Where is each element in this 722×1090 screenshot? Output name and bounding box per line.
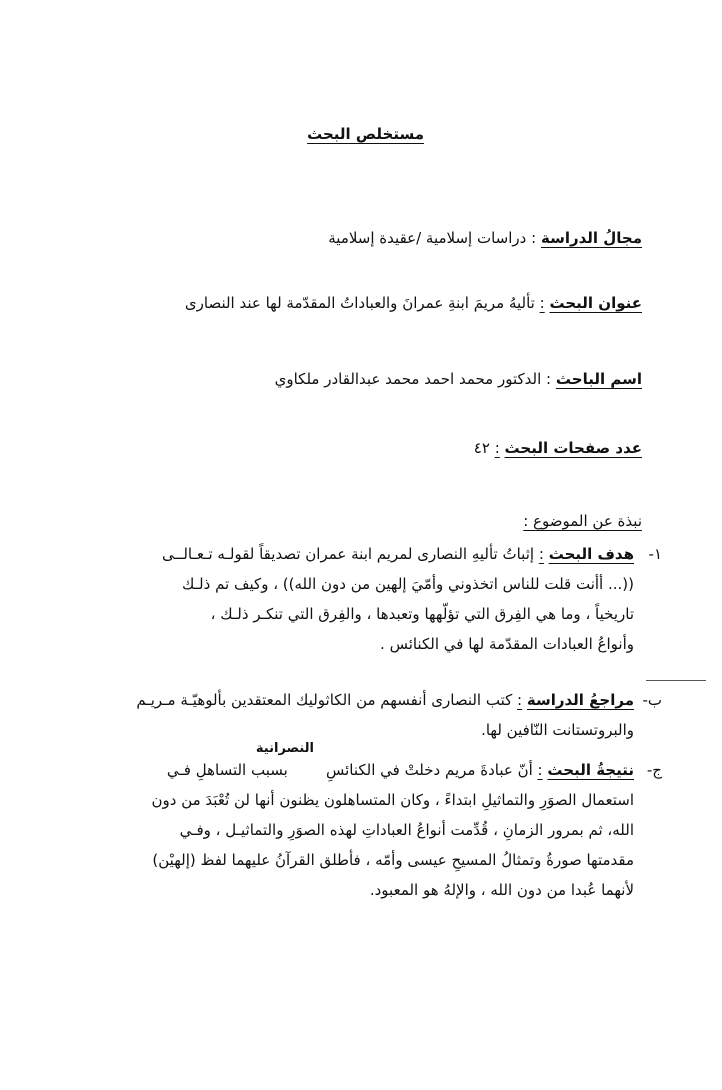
- research-title-row: [185, 293, 642, 313]
- item-1-line-4: وأنواعُ العبادات المقدّمة لها في الكنائس .: [380, 635, 634, 653]
- item-1-line-1: [82, 539, 634, 569]
- item-1-label: هدف البحث: [548, 545, 634, 563]
- item-2-line-2: والبروتستانت النّافين لها.: [481, 721, 634, 739]
- item-3-handwritten-insertion: النصرانية: [255, 741, 314, 756]
- field-separator: :: [531, 229, 537, 247]
- item-3-separator: :: [537, 761, 543, 779]
- item-2-margin-line: [646, 680, 706, 681]
- item-2-marker: ب-: [642, 691, 662, 709]
- pages-label: عدد صفحات البحث: [504, 439, 642, 457]
- field-label: مجالُ الدراسة: [540, 229, 642, 247]
- field-value: دراسات إسلامية /عقيدة إسلامية: [328, 229, 527, 247]
- item-1-text-1: إثباتُ تأليهِ النصارى لمريم ابنة عمران تصديقاً لقولـه تـعـالــى: [162, 545, 535, 563]
- about-heading: نبذة عن الموضوع :: [523, 512, 642, 530]
- research-title-value: تأليهُ مريمَ ابنةِ عمرانَ والعباداتُ المقدّمة لها عند النصارى: [184, 294, 535, 312]
- pages-separator: :: [494, 439, 500, 457]
- researcher-value: الدكتور محمد احمد محمد عبدالقادر ملكاوي: [274, 370, 542, 388]
- pages-row: [474, 438, 642, 458]
- item-3-line-1: [82, 755, 634, 785]
- researcher-label: اسم الباحث: [555, 370, 642, 388]
- item-3-paragraph: [82, 755, 634, 905]
- item-1-line-2: ((... أأنت قلت للناس اتخذوني وأمّيَ إلهين من دون الله)) ، وكيف تم ذلـك: [182, 575, 634, 593]
- item-3-marker: ج-: [646, 761, 662, 779]
- field-row: [328, 228, 642, 248]
- item-1-paragraph: [82, 539, 634, 659]
- item-3-label: نتيجةُ البحث: [547, 761, 634, 779]
- item-2-label: مراجعُ الدراسة: [526, 691, 634, 709]
- item-2-line-1: [82, 685, 634, 715]
- researcher-row: [275, 369, 642, 389]
- item-1-line-3: تاريخياً ، وما هي الفِرق التي تؤلّهها وتعبدها ، والفِرق التي تنكـر ذلـك ،: [210, 605, 634, 623]
- research-title-label: عنوان البحث: [549, 294, 642, 312]
- item-2-separator: :: [517, 691, 523, 709]
- page-title: مستخلص البحث: [307, 125, 424, 143]
- item-3-line-4: مقدمتها صورةُ وتمثالُ المسيحِ عيسى وأمّه ، فأطلق القرآنُ عليهما لفظ (إلهيْن): [152, 851, 634, 869]
- researcher-separator: :: [546, 370, 552, 388]
- item-3-text-1: أنّ عبادةَ مريم دخلتْ في الكنائسِ بسبب التساهلِ فـي: [166, 761, 533, 779]
- item-3-line-2: استعمال الصوَرِ والتماثيلِ ابتداءً ، وكان المتساهلون يظنون أنها لن تُعْبَدَ من دون: [151, 791, 634, 809]
- item-1-separator: :: [538, 545, 544, 563]
- item-3-line-5: لأنهما عُبدا من دون الله ، والإلهُ هو المعبود.: [369, 881, 634, 899]
- item-1-marker: ١-: [648, 545, 662, 563]
- pages-value: ٤٢: [473, 439, 490, 457]
- item-2-text-1: كتب النصارى أنفسهم من الكاثوليك المعتقدين بألوهيّـة مـريـم: [136, 691, 513, 709]
- research-title-separator: :: [539, 294, 545, 312]
- item-2-paragraph: [82, 685, 634, 745]
- item-3-line-3: الله، ثم بمرور الزمانِ ، قُدِّمت أنواعُ العباداتِ لهذه الصوَرِ والتماثيـل ، وفـي: [179, 821, 634, 839]
